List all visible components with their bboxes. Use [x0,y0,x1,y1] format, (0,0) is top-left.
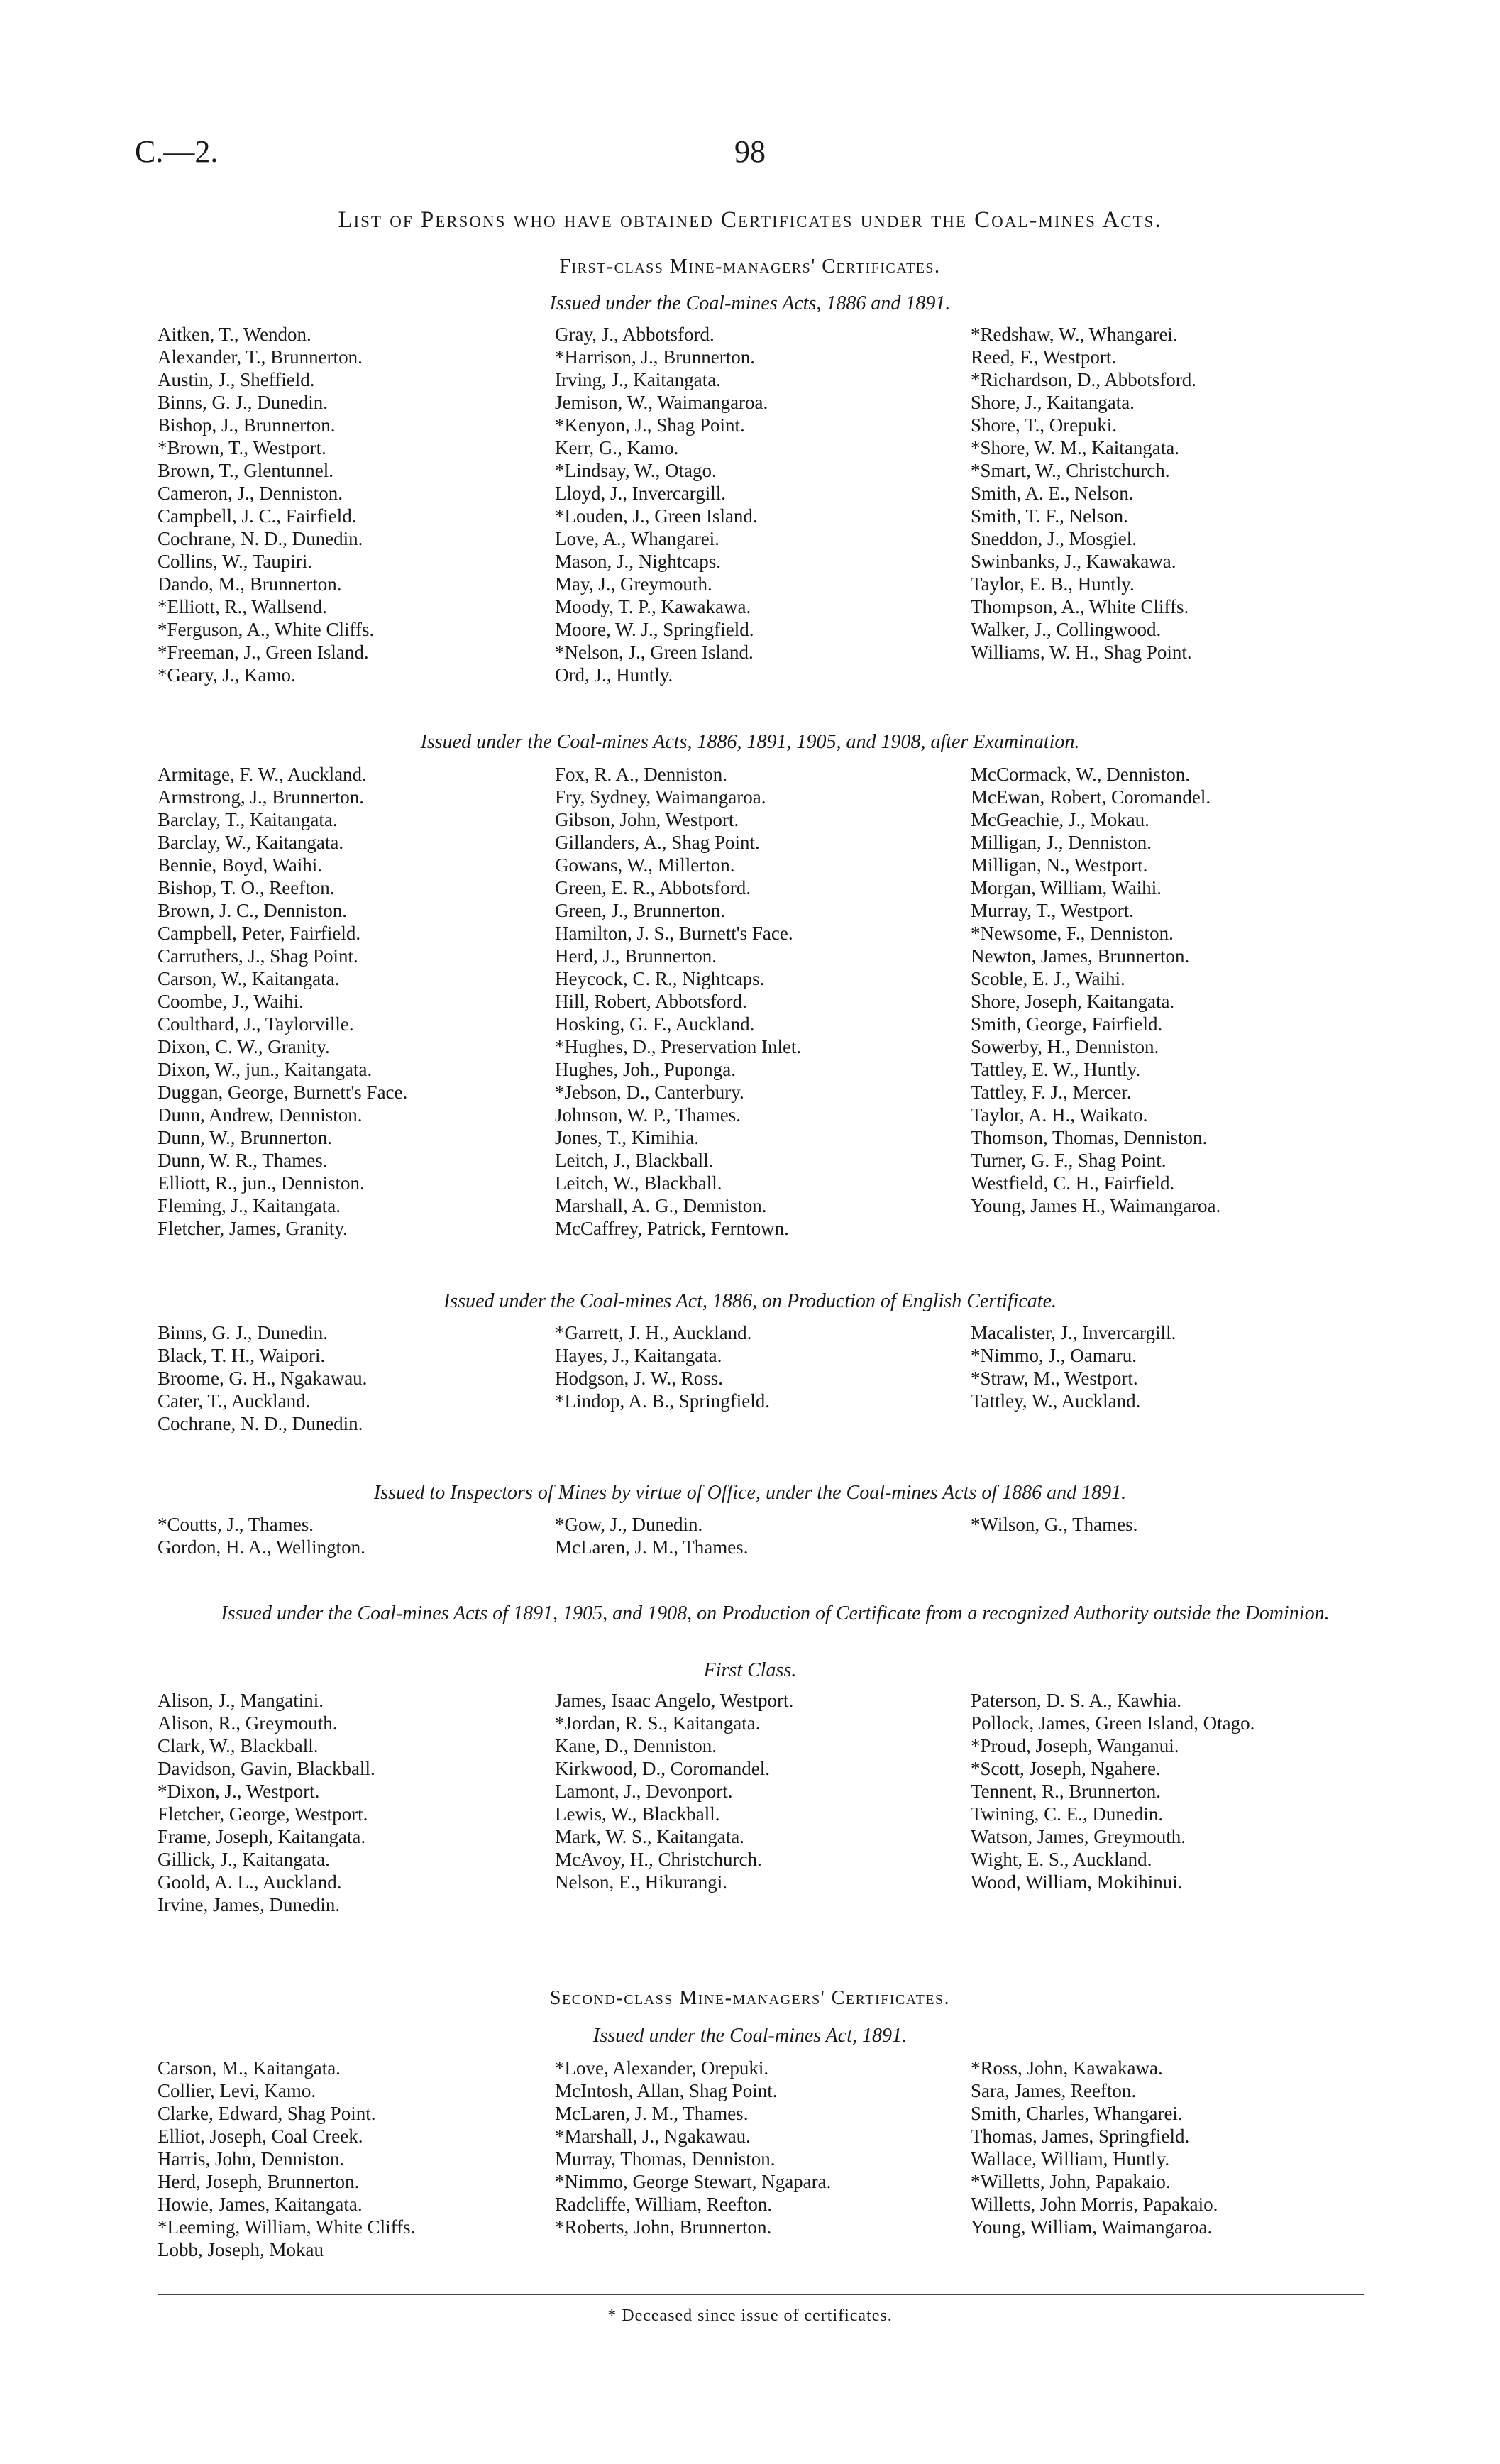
certificate-holder-entry: *Geary, J., Kamo. [158,664,296,686]
certificate-holder-entry: Taylor, A. H., Waikato. [971,1104,1148,1126]
certificate-holder-entry: Wood, William, Mokihinui. [971,1871,1183,1893]
certificate-holder-entry: Barclay, W., Kaitangata. [158,832,344,853]
page-title: List of Persons who have obtained Certificates under the Coal-mines Acts. [338,207,1162,233]
certificate-holder-entry: Cochrane, N. D., Dunedin. [158,1413,363,1434]
name-column [555,1321,770,1412]
certificate-holder-entry: *Redshaw, W., Whangarei. [971,324,1178,345]
certificate-holder-entry: Mason, J., Nightcaps. [555,551,721,572]
certificate-holder-entry: *Shore, W. M., Kaitangata. [971,437,1179,458]
second-class-heading: Second-class Mine-managers' Certificates. [549,1987,951,2009]
certificate-holder-entry: Johnson, W. P., Thames. [555,1104,741,1126]
certificate-holder-entry: Watson, James, Greymouth. [971,1826,1186,1847]
certificate-holder-entry: Cochrane, N. D., Dunedin. [158,528,363,549]
certificate-holder-entry: McCaffrey, Patrick, Ferntown. [555,1218,789,1239]
certificate-holder-entry: Clark, W., Blackball. [158,1735,319,1756]
section-heading: Issued under the Coal-mines Acts, 1886, 1891, 1905, and 1908, after Examination. [420,731,1080,753]
name-column [555,323,768,686]
certificate-holder-entry: Sara, James, Reefton. [971,2080,1137,2101]
certificate-holder-entry: Ord, J., Huntly. [555,664,673,686]
certificate-holder-entry: Gordon, H. A., Wellington. [158,1536,365,1558]
certificate-holder-entry: Twining, C. E., Dunedin. [971,1803,1164,1825]
certificate-holder-entry: Broome, G. H., Ngakawau. [158,1368,368,1389]
certificate-holder-entry: Murray, T., Westport. [971,900,1135,921]
certificate-holder-entry: Sneddon, J., Mosgiel. [971,528,1137,549]
certificate-holder-entry: Hamilton, J. S., Burnett's Face. [555,923,793,944]
certificate-holder-entry: Binns, G. J., Dunedin. [158,1322,329,1343]
name-column [971,763,1220,1217]
certificate-holder-entry: *Newsome, F., Denniston. [971,923,1174,944]
certificate-holder-entry: Clarke, Edward, Shag Point. [158,2103,376,2124]
certificate-holder-entry: Thompson, A., White Cliffs. [971,596,1189,617]
certificate-holder-entry: Milligan, N., Westport. [971,854,1148,876]
certificate-holder-entry: Irving, J., Kaitangata. [555,369,721,390]
certificate-holder-entry: Hughes, Joh., Puponga. [555,1059,736,1080]
certificate-holder-entry: Fleming, J., Kaitangata. [158,1195,341,1216]
certificate-holder-entry: Coombe, J., Waihi. [158,991,304,1012]
certificate-holder-entry: Bishop, T. O., Reefton. [158,877,335,898]
certificate-holder-entry: *Jordan, R. S., Kaitangata. [555,1712,761,1734]
certificate-holder-entry: Herd, Joseph, Brunnerton. [158,2171,360,2192]
certificate-holder-entry: Carson, M., Kaitangata. [158,2057,341,2079]
certificate-holder-entry: McIntosh, Allan, Shag Point. [555,2080,778,2101]
name-column [971,1321,1176,1412]
certificate-holder-entry: Young, James H., Waimangaroa. [971,1195,1221,1216]
certificate-holder-entry: Bennie, Boyd, Waihi. [158,854,323,876]
certificate-holder-entry: *Proud, Joseph, Wanganui. [971,1735,1179,1756]
name-column [555,2057,831,2238]
certificate-holder-entry: Elliott, R., jun., Denniston. [158,1172,365,1194]
certificate-holder-entry: Moody, T. P., Kawakawa. [555,596,751,617]
certificate-holder-entry: Duggan, George, Burnett's Face. [158,1082,408,1103]
certificate-holder-entry: *Leeming, William, White Cliffs. [158,2216,416,2238]
certificate-holder-entry: Elliot, Joseph, Coal Creek. [158,2125,363,2147]
certificate-holder-entry: Reed, F., Westport. [971,346,1117,368]
certificate-holder-entry: Alison, R., Greymouth. [158,1712,338,1734]
certificate-holder-entry: Binns, G. J., Dunedin. [158,392,329,413]
certificate-holder-entry: Smith, A. E., Nelson. [971,483,1134,504]
certificate-holder-entry: Alison, J., Mangatini. [158,1690,324,1711]
certificate-holder-entry: Paterson, D. S. A., Kawhia. [971,1690,1181,1711]
certificate-holder-entry: Armstrong, J., Brunnerton. [158,786,364,808]
certificate-holder-entry: *Love, Alexander, Orepuki. [555,2057,769,2079]
certificate-holder-entry: Lobb, Joseph, Mokau [158,2239,324,2260]
section-subheading: First Class. [703,1659,797,1681]
certificate-holder-entry: Tattley, W., Auckland. [971,1390,1141,1412]
certificate-holder-entry: *Louden, J., Green Island. [555,505,758,527]
certificate-holder-entry: Irvine, James, Dunedin. [158,1894,341,1915]
certificate-holder-entry: *Scott, Joseph, Ngahere. [971,1758,1161,1779]
certificate-holder-entry: Turner, G. F., Shag Point. [971,1150,1167,1171]
certificate-holder-entry: May, J., Greymouth. [555,573,712,595]
certificate-holder-entry: *Coutts, J., Thames. [158,1514,314,1535]
certificate-holder-entry: *Freeman, J., Green Island. [158,642,369,663]
certificate-holder-entry: McLaren, J. M., Thames. [555,2103,749,2124]
page-number: 98 [734,134,766,169]
certificate-holder-entry: Smith, George, Fairfield. [971,1013,1163,1035]
page-ref: C.—2. [135,134,219,169]
certificate-holder-entry: Harris, John, Denniston. [158,2148,345,2169]
certificate-holder-entry: Williams, W. H., Shag Point. [971,642,1192,663]
certificate-holder-entry: Radcliffe, William, Reefton. [555,2194,773,2215]
certificate-holder-entry: McEwan, Robert, Coromandel. [971,786,1211,808]
certificate-holder-entry: *Straw, M., Westport. [971,1368,1138,1389]
certificate-holder-entry: Dunn, W., Brunnerton. [158,1127,332,1148]
certificate-holder-entry: Dando, M., Brunnerton. [158,573,342,595]
certificate-holder-entry: Thomson, Thomas, Denniston. [971,1127,1208,1148]
certificate-holder-entry: Shore, T., Orepuki. [971,414,1117,436]
certificate-holder-entry: Coulthard, J., Taylorville. [158,1013,354,1035]
certificate-holder-entry: Willetts, John Morris, Papakaio. [971,2194,1218,2215]
certificate-holder-entry: *Elliott, R., Wallsend. [158,596,327,617]
certificate-holder-entry: Davidson, Gavin, Blackball. [158,1758,375,1779]
certificate-holder-entry: Aitken, T., Wendon. [158,324,311,345]
name-column [971,1513,1137,1536]
certificate-holder-entry: Dunn, W. R., Thames. [158,1150,328,1171]
name-column [555,1513,748,1558]
certificate-holder-entry: Pollock, James, Green Island, Otago. [971,1712,1255,1734]
name-column [158,323,374,686]
certificate-holder-entry: Campbell, Peter, Fairfield. [158,923,361,944]
name-column [971,2057,1218,2238]
certificate-holder-entry: McGeachie, J., Mokau. [971,809,1149,830]
certificate-holder-entry: Fletcher, George, Westport. [158,1803,368,1825]
certificate-holder-entry: Tennent, R., Brunnerton. [971,1781,1162,1802]
certificate-holder-entry: Dunn, Andrew, Denniston. [158,1104,363,1126]
name-column [555,763,801,1240]
certificate-holder-entry: McCormack, W., Denniston. [971,764,1190,785]
certificate-holder-entry: Kane, D., Denniston. [555,1735,717,1756]
certificate-holder-entry: *Nelson, J., Green Island. [555,642,754,663]
certificate-holder-entry: Lamont, J., Devonport. [555,1781,733,1802]
certificate-holder-entry: Milligan, J., Denniston. [971,832,1152,853]
certificate-holder-entry: Murray, Thomas, Denniston. [555,2148,776,2169]
certificate-holder-entry: Scoble, E. J., Waihi. [971,968,1125,989]
certificate-holder-entry: Collins, W., Taupiri. [158,551,313,572]
certificate-holder-entry: *Gow, J., Dunedin. [555,1514,703,1535]
certificate-holder-entry: Carruthers, J., Shag Point. [158,945,358,967]
certificate-holder-entry: Macalister, J., Invercargill. [971,1322,1176,1343]
certificate-holder-entry: Kirkwood, D., Coromandel. [555,1758,770,1779]
certificate-holder-entry: Marshall, A. G., Denniston. [555,1195,767,1216]
certificate-holder-entry: Goold, A. L., Auckland. [158,1871,342,1893]
certificate-holder-entry: Gibson, John, Westport. [555,809,739,830]
certificate-holder-entry: Leitch, J., Blackball. [555,1150,714,1171]
certificate-holder-entry: *Kenyon, J., Shag Point. [555,414,745,436]
certificate-holder-entry: Young, William, Waimangaroa. [971,2216,1213,2238]
certificate-holder-entry: Hayes, J., Kaitangata. [555,1345,722,1366]
name-column [971,323,1196,664]
certificate-holder-entry: Mark, W. S., Kaitangata. [555,1826,744,1847]
certificate-holder-entry: Howie, James, Kaitangata. [158,2194,363,2215]
name-column [158,2057,415,2261]
certificate-holder-entry: Cater, T., Auckland. [158,1390,311,1412]
section-heading: Issued under the Coal-mines Acts, 1886 and 1891. [549,292,951,314]
certificate-holder-entry: Bishop, J., Brunnerton. [158,414,336,436]
certificate-holder-entry: Green, J., Brunnerton. [555,900,725,921]
certificate-holder-entry: *Marshall, J., Ngakawau. [555,2125,751,2147]
certificate-holder-entry: Dixon, W., jun., Kaitangata. [158,1059,373,1080]
certificate-holder-entry: *Lindop, A. B., Springfield. [555,1390,770,1412]
certificate-holder-entry: *Hughes, D., Preservation Inlet. [555,1036,802,1057]
certificate-holder-entry: Hodgson, J. W., Ross. [555,1368,724,1389]
certificate-holder-entry: Armitage, F. W., Auckland. [158,764,367,785]
first-class-heading: First-class Mine-managers' Certificates. [559,255,941,277]
name-column [158,1321,367,1435]
certificate-holder-entry: *Dixon, J., Westport. [158,1781,320,1802]
certificate-holder-entry: *Lindsay, W., Otago. [555,460,717,481]
certificate-holder-entry: Green, E. R., Abbotsford. [555,877,751,898]
certificate-holder-entry: *Ross, John, Kawakawa. [971,2057,1163,2079]
certificate-holder-entry: Leitch, W., Blackball. [555,1172,722,1194]
certificate-holder-entry: *Roberts, John, Brunnerton. [555,2216,772,2238]
certificate-holder-entry: Gillick, J., Kaitangata. [158,1849,330,1870]
name-column [555,1689,793,1893]
name-column [158,763,407,1240]
certificate-holder-entry: *Richardson, D., Abbotsford. [971,369,1196,390]
certificate-holder-entry: Dixon, C. W., Granity. [158,1036,330,1057]
certificate-holder-entry: *Nimmo, George Stewart, Ngapara. [555,2171,832,2192]
certificate-holder-entry: Carson, W., Kaitangata. [158,968,340,989]
certificate-holder-entry: James, Isaac Angelo, Westport. [555,1690,794,1711]
certificate-holder-entry: *Nimmo, J., Oamaru. [971,1345,1137,1366]
certificate-holder-entry: Jemison, W., Waimangaroa. [555,392,768,413]
certificate-holder-entry: Campbell, J. C., Fairfield. [158,505,357,527]
certificate-holder-entry: Hosking, G. F., Auckland. [555,1013,755,1035]
certificate-holder-entry: Cameron, J., Denniston. [158,483,343,504]
certificate-holder-entry: Shore, Joseph, Kaitangata. [971,991,1175,1012]
certificate-holder-entry: Walker, J., Collingwood. [971,619,1162,640]
section-heading: Issued under the Coal-mines Act, 1891. [593,2025,907,2047]
footnote-rule [158,2294,1364,2295]
certificate-holder-entry: Black, T. H., Waipori. [158,1345,326,1366]
certificate-holder-entry: Fry, Sydney, Waimangaroa. [555,786,766,808]
certificate-holder-entry: Brown, T., Glentunnel. [158,460,333,481]
certificate-holder-entry: McAvoy, H., Christchurch. [555,1849,762,1870]
certificate-holder-entry: *Wilson, G., Thames. [971,1514,1138,1535]
certificate-holder-entry: *Jebson, D., Canterbury. [555,1082,744,1103]
certificate-holder-entry: Kerr, G., Kamo. [555,437,679,458]
certificate-holder-entry: Austin, J., Sheffield. [158,369,315,390]
certificate-holder-entry: *Smart, W., Christchurch. [971,460,1170,481]
certificate-holder-entry: Thomas, James, Springfield. [971,2125,1190,2147]
name-column [158,1689,375,1916]
certificate-holder-entry: Sowerby, H., Denniston. [971,1036,1159,1057]
certificate-holder-entry: *Brown, T., Westport. [158,437,326,458]
certificate-holder-entry: Swinbanks, J., Kawakawa. [971,551,1176,572]
certificate-holder-entry: Shore, J., Kaitangata. [971,392,1135,413]
certificate-holder-entry: Wight, E. S., Auckland. [971,1849,1152,1870]
certificate-holder-entry: Morgan, William, Waihi. [971,877,1162,898]
section-heading: Issued to Inspectors of Mines by virtue of Office, under the Coal-mines Acts of 1886 and 1891. [373,1482,1127,1504]
certificate-holder-entry: Tattley, E. W., Huntly. [971,1059,1141,1080]
certificate-holder-entry: Hill, Robert, Abbotsford. [555,991,747,1012]
certificate-holder-entry: McLaren, J. M., Thames. [555,1536,749,1558]
certificate-holder-entry: Westfield, C. H., Fairfield. [971,1172,1175,1194]
certificate-holder-entry: *Garrett, J. H., Auckland. [555,1322,752,1343]
certificate-holder-entry: Taylor, E. B., Huntly. [971,573,1135,595]
certificate-holder-entry: Smith, T. F., Nelson. [971,505,1128,527]
certificate-holder-entry: Moore, W. J., Springfield. [555,619,754,640]
footnote: * Deceased since issue of certificates. [607,2306,893,2325]
certificate-holder-entry: Herd, J., Brunnerton. [555,945,717,967]
certificate-holder-entry: Collier, Levi, Kamo. [158,2080,316,2101]
certificate-holder-entry: Wallace, William, Huntly. [971,2148,1170,2169]
certificate-holder-entry: Fox, R. A., Denniston. [555,764,728,785]
certificate-holder-entry: Frame, Joseph, Kaitangata. [158,1826,366,1847]
certificate-holder-entry: Heycock, C. R., Nightcaps. [555,968,765,989]
certificate-holder-entry: *Harrison, J., Brunnerton. [555,346,755,368]
certificate-holder-entry: *Ferguson, A., White Cliffs. [158,619,375,640]
certificate-holder-entry: Lloyd, J., Invercargill. [555,483,726,504]
certificate-holder-entry: Newton, James, Brunnerton. [971,945,1190,967]
certificate-holder-entry: Tattley, F. J., Mercer. [971,1082,1132,1103]
name-column [971,1689,1254,1893]
certificate-holder-entry: Smith, Charles, Whangarei. [971,2103,1183,2124]
certificate-holder-entry: Brown, J. C., Denniston. [158,900,348,921]
section-heading: Issued under the Coal-mines Act, 1886, on Production of English Certificate. [443,1290,1057,1312]
certificate-holder-entry: Lewis, W., Blackball. [555,1803,720,1825]
certificate-holder-entry: *Willetts, John, Papakaio. [971,2171,1171,2192]
certificate-holder-entry: Gray, J., Abbotsford. [555,324,715,345]
certificate-holder-entry: Love, A., Whangarei. [555,528,719,549]
certificate-holder-entry: Barclay, T., Kaitangata. [158,809,338,830]
certificate-holder-entry: Gowans, W., Millerton. [555,854,735,876]
name-column [158,1513,365,1558]
section-heading: Issued under the Coal-mines Acts of 1891, 1905, and 1908, on Production of Certificate from a recognized Authority outside the Dominion. [221,1602,1330,1624]
certificate-holder-entry: Nelson, E., Hikurangi. [555,1871,727,1893]
certificate-holder-entry: Jones, T., Kimihia. [555,1127,699,1148]
certificate-holder-entry: Fletcher, James, Granity. [158,1218,348,1239]
certificate-holder-entry: Alexander, T., Brunnerton. [158,346,363,368]
certificate-holder-entry: Gillanders, A., Shag Point. [555,832,760,853]
